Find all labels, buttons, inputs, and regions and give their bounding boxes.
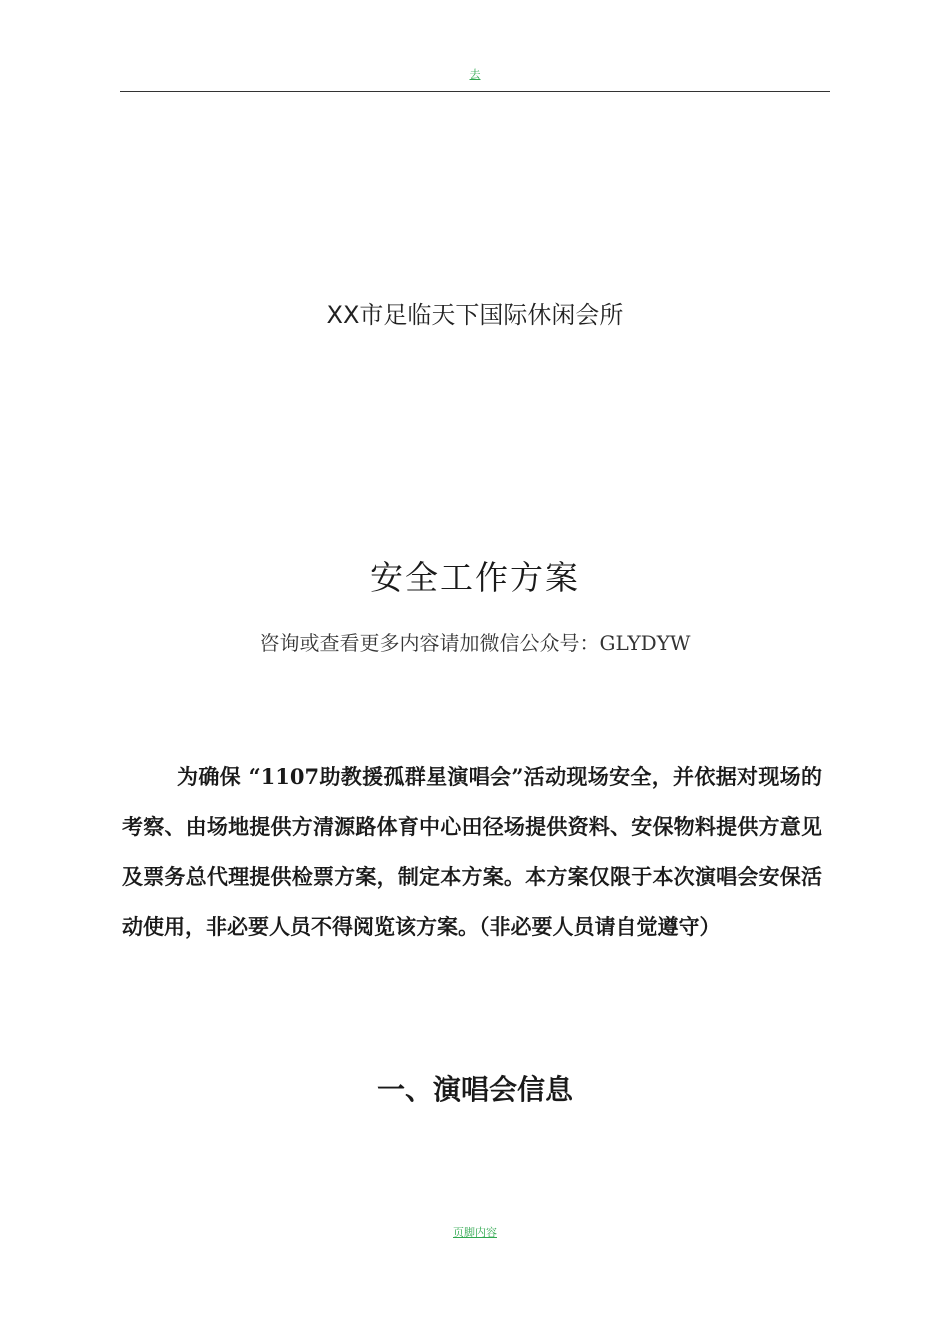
section-heading: 一、演唱会信息 [376, 1073, 573, 1106]
intro-paragraph: 为确保 “1107助教援孤群星演唱会”活动现场安全，并依据对现场的考察、由场地提供方清源路体育中心田径场提供资料、安保物料提供方意见及票务总代理提供检票方案，制定本方案。本方案仅限于本次演唱会安保活动使用，非必要人员不得阅览该方案。（非必要人员请自觉遵守） [122, 764, 822, 939]
header-link[interactable]: 去 [469, 68, 481, 81]
organization-name: XX市足临天下国际休闲会所 [326, 301, 624, 329]
document-subtitle: 咨询或查看更多内容请加微信公众号：GLYDYW [259, 631, 691, 655]
header-divider [120, 91, 830, 92]
document-title: 安全工作方案 [370, 558, 580, 597]
footer-link[interactable]: 页脚内容 [453, 1226, 497, 1239]
